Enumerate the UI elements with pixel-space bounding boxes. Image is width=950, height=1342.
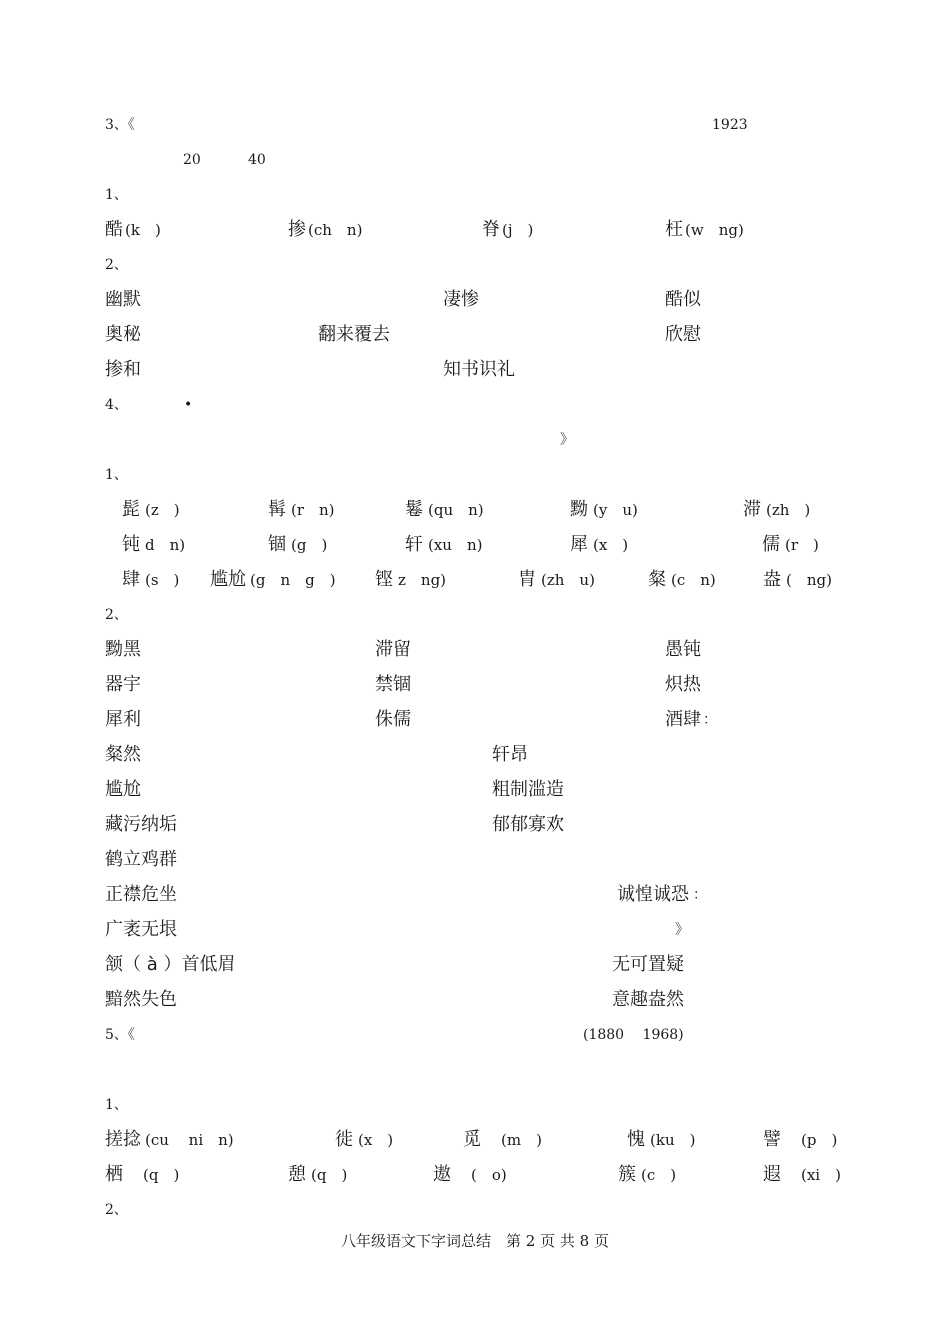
text-segment: 1、 xyxy=(105,1097,163,1113)
text-segment xyxy=(105,530,119,560)
text-segment xyxy=(558,1160,600,1190)
text-segment: 》 xyxy=(675,922,689,938)
text-segment: z ng) xyxy=(398,571,462,589)
text-segment xyxy=(181,915,517,945)
text-segment: (q ) xyxy=(128,1166,180,1184)
vocab-term: 髯 xyxy=(268,499,286,520)
vocab-term: 翻来覆去 xyxy=(318,324,390,345)
text-segment: (zh u) xyxy=(541,571,595,589)
text-line xyxy=(0,320,950,350)
vocab-term: 犀 xyxy=(570,534,588,555)
vocab-term: 意趣盎然 xyxy=(612,989,684,1010)
vocab-term: 觅 xyxy=(463,1129,481,1150)
vocab-term: 郁郁寡欢 xyxy=(492,814,564,835)
text-line xyxy=(0,1160,950,1190)
text-segment: (xi ) xyxy=(786,1166,841,1184)
text-segment xyxy=(143,285,311,315)
text-segment: 5、《 xyxy=(105,1027,443,1043)
vocab-term: 鬈 xyxy=(405,499,423,520)
text-segment: ( o) xyxy=(456,1166,507,1184)
text-segment xyxy=(500,565,514,595)
text-segment: (x ) xyxy=(593,536,644,554)
text-line xyxy=(0,145,950,175)
vocab-term: 盎 xyxy=(763,569,781,590)
text-line xyxy=(0,110,950,140)
text-segment xyxy=(143,775,283,805)
text-segment: 1、 xyxy=(105,467,163,483)
text-segment: (c n) xyxy=(671,571,731,589)
text-segment xyxy=(268,1160,282,1190)
text-segment xyxy=(568,775,764,805)
text-line xyxy=(0,740,950,770)
text-segment xyxy=(143,670,227,700)
text-segment xyxy=(688,985,818,1015)
text-line xyxy=(0,915,950,945)
vocab-term: 正襟危坐 xyxy=(105,884,177,905)
vocab-term: 奥秘 xyxy=(105,324,141,345)
text-segment: ： xyxy=(703,712,752,728)
text-segment: 1923 xyxy=(712,117,823,133)
text-segment: 20 xyxy=(183,152,234,168)
text-segment: (q ) xyxy=(311,1166,348,1184)
text-segment: ( ng) xyxy=(786,571,847,589)
text-line xyxy=(0,355,950,385)
text-segment xyxy=(315,1125,329,1155)
vocab-term: 粲然 xyxy=(105,744,141,765)
text-segment: (y u) xyxy=(593,501,653,519)
vocab-term: 广袤无垠 xyxy=(105,919,177,940)
vocab-term: 铿 xyxy=(375,569,393,590)
text-segment: (qu n) xyxy=(428,501,499,519)
text-segment: (k ) xyxy=(125,221,176,239)
text-segment xyxy=(288,425,344,455)
text-segment xyxy=(143,635,227,665)
text-line xyxy=(0,670,950,700)
vocab-term: 滞 xyxy=(743,499,761,520)
text-segment xyxy=(250,530,264,560)
text-segment: (ch n) xyxy=(308,221,363,239)
vocab-term: 徙 xyxy=(335,1129,353,1150)
text-line xyxy=(0,530,950,560)
text-segment xyxy=(413,635,497,665)
text-line xyxy=(0,1020,950,1050)
vocab-term: 欣慰 xyxy=(665,324,701,345)
text-segment xyxy=(105,565,119,595)
vocab-term: 侏儒 xyxy=(375,709,411,730)
text-segment xyxy=(703,285,759,315)
text-line xyxy=(0,635,950,665)
text-segment xyxy=(181,810,307,840)
vocab-term: 掺 xyxy=(288,219,306,240)
vocab-term: 遨 xyxy=(433,1164,451,1185)
text-segment xyxy=(608,1125,622,1155)
text-segment xyxy=(520,110,660,140)
text-segment: (j ) xyxy=(502,221,549,239)
text-segment: (r n) xyxy=(291,501,335,519)
vocab-term: 尴尬 xyxy=(210,569,246,590)
vocab-term: 知书识礼 xyxy=(443,359,515,380)
text-line xyxy=(0,250,950,280)
text-line xyxy=(0,460,950,490)
text-line xyxy=(0,1090,950,1120)
text-line xyxy=(0,1125,950,1155)
text-segment xyxy=(413,705,539,735)
vocab-term: 黝 xyxy=(570,499,588,520)
vocab-term: 轩昂 xyxy=(492,744,528,765)
text-segment xyxy=(357,425,497,455)
text-segment: (r ) xyxy=(785,536,819,554)
vocab-term: 脊 xyxy=(482,219,500,240)
text-segment xyxy=(248,950,444,980)
vocab-term: 黯然失色 xyxy=(105,989,177,1010)
text-line xyxy=(0,600,950,630)
text-line xyxy=(0,390,950,420)
vocab-term: 栖 xyxy=(105,1164,123,1185)
vocab-term: 器宇 xyxy=(105,674,141,695)
text-segment xyxy=(181,985,367,1015)
text-segment: (x ) xyxy=(358,1131,394,1149)
text-segment: 2、 xyxy=(105,257,149,273)
vocab-term: 诚惶诚恐 xyxy=(617,884,689,905)
vocab-term: 无可置疑 xyxy=(612,954,684,975)
vocab-term: 愚钝 xyxy=(665,639,701,660)
text-segment xyxy=(722,1160,750,1190)
vocab-term: 肆 xyxy=(122,569,140,590)
text-segment xyxy=(703,320,787,350)
text-line xyxy=(0,845,950,875)
text-segment: (w ng) xyxy=(685,221,759,239)
vocab-term: 枉 xyxy=(665,219,683,240)
text-segment xyxy=(688,950,814,980)
text-segment xyxy=(703,635,801,665)
vocab-term: 儒 xyxy=(762,534,780,555)
text-segment: ： xyxy=(693,887,756,903)
vocab-term: 搓捻 xyxy=(105,1129,141,1150)
text-segment: (c ) xyxy=(641,1166,677,1184)
vocab-term: 禁锢 xyxy=(375,674,411,695)
text-segment xyxy=(743,530,757,560)
text-segment: (g ) xyxy=(291,536,328,554)
vocab-term: 尴尬 xyxy=(105,779,141,800)
text-segment xyxy=(568,810,708,840)
text-segment xyxy=(105,145,161,175)
vocab-term: 幽默 xyxy=(105,289,141,310)
vocab-term: 憩 xyxy=(288,1164,306,1185)
text-line xyxy=(0,775,950,805)
vocab-term: 黝黑 xyxy=(105,639,141,660)
text-line xyxy=(0,215,950,245)
vocab-term: 胄 xyxy=(518,569,536,590)
text-line xyxy=(0,705,950,735)
vocab-term: 譬 xyxy=(763,1129,781,1150)
text-segment: d n) xyxy=(145,536,186,554)
text-line xyxy=(0,285,950,315)
text-segment: 4、 xyxy=(105,397,163,413)
text-segment: 》 xyxy=(560,432,574,448)
text-line xyxy=(0,880,950,910)
text-segment: (s ) xyxy=(145,571,180,589)
vocab-term: 犀利 xyxy=(105,709,141,730)
text-segment xyxy=(143,320,227,350)
text-segment xyxy=(105,425,231,455)
text-line xyxy=(0,950,950,980)
text-segment xyxy=(394,320,548,350)
text-segment: 2、 xyxy=(105,607,163,623)
text-line xyxy=(0,425,950,455)
vocab-term: 锢 xyxy=(268,534,286,555)
vocab-term: 炽热 xyxy=(665,674,701,695)
text-segment: • xyxy=(184,397,599,413)
text-line xyxy=(0,1055,950,1085)
text-line xyxy=(0,810,950,840)
text-segment: (ku ) xyxy=(650,1131,696,1149)
text-segment: (1880 1968) xyxy=(583,1027,796,1043)
vocab-term: 粗制滥造 xyxy=(492,779,564,800)
vocab-term: 愧 xyxy=(627,1129,645,1150)
text-segment: 2、 xyxy=(105,1202,163,1218)
vocab-term: 酷似 xyxy=(665,289,701,310)
text-segment xyxy=(703,670,759,700)
vocab-term: 凄惨 xyxy=(443,289,479,310)
vocab-term: 藏污纳垢 xyxy=(105,814,177,835)
text-segment xyxy=(481,285,565,315)
text-segment xyxy=(181,880,461,910)
text-segment: (z ) xyxy=(145,501,180,519)
vocab-term: 掺和 xyxy=(105,359,141,380)
vocab-term: 鹤立鸡群 xyxy=(105,849,177,870)
text-segment: (m ) xyxy=(486,1131,542,1149)
text-segment: (p ) xyxy=(786,1131,838,1149)
text-segment: (xu n) xyxy=(428,536,498,554)
text-segment: (g n g ) xyxy=(250,571,336,589)
vocab-term: 颔（ à ）首低眉 xyxy=(105,954,236,975)
vocab-term: 簇 xyxy=(618,1164,636,1185)
vocab-term: 粲 xyxy=(648,569,666,590)
text-segment xyxy=(519,355,743,385)
vocab-term: 酷 xyxy=(105,219,123,240)
vocab-term: 滞留 xyxy=(375,639,411,660)
text-segment xyxy=(143,705,227,735)
text-line xyxy=(0,495,950,525)
text-segment: 1、 xyxy=(105,187,163,203)
text-segment xyxy=(105,1055,455,1085)
text-segment xyxy=(530,740,698,770)
text-segment: (zh ) xyxy=(766,501,826,519)
text-segment: 40 xyxy=(248,152,565,168)
text-segment xyxy=(413,670,497,700)
text-segment xyxy=(250,495,264,525)
text-segment xyxy=(181,845,489,875)
text-segment xyxy=(143,355,255,385)
text-line xyxy=(0,565,950,595)
text-segment: 3、《 xyxy=(105,117,387,133)
vocab-term: 钝 xyxy=(122,534,140,555)
page-footer: 八年级语文下字词总结 第 2 页 共 8 页 xyxy=(341,1232,609,1250)
text-line xyxy=(0,180,950,210)
text-segment: (cu ni n) xyxy=(145,1131,234,1149)
text-line xyxy=(0,985,950,1015)
text-segment xyxy=(105,495,119,525)
vocab-term: 酒肆 xyxy=(665,709,701,730)
text-line xyxy=(0,1195,950,1225)
vocab-term: 髭 xyxy=(122,499,140,520)
vocab-term: 遐 xyxy=(763,1164,781,1185)
text-segment xyxy=(143,740,311,770)
vocab-term: 轩 xyxy=(405,534,423,555)
